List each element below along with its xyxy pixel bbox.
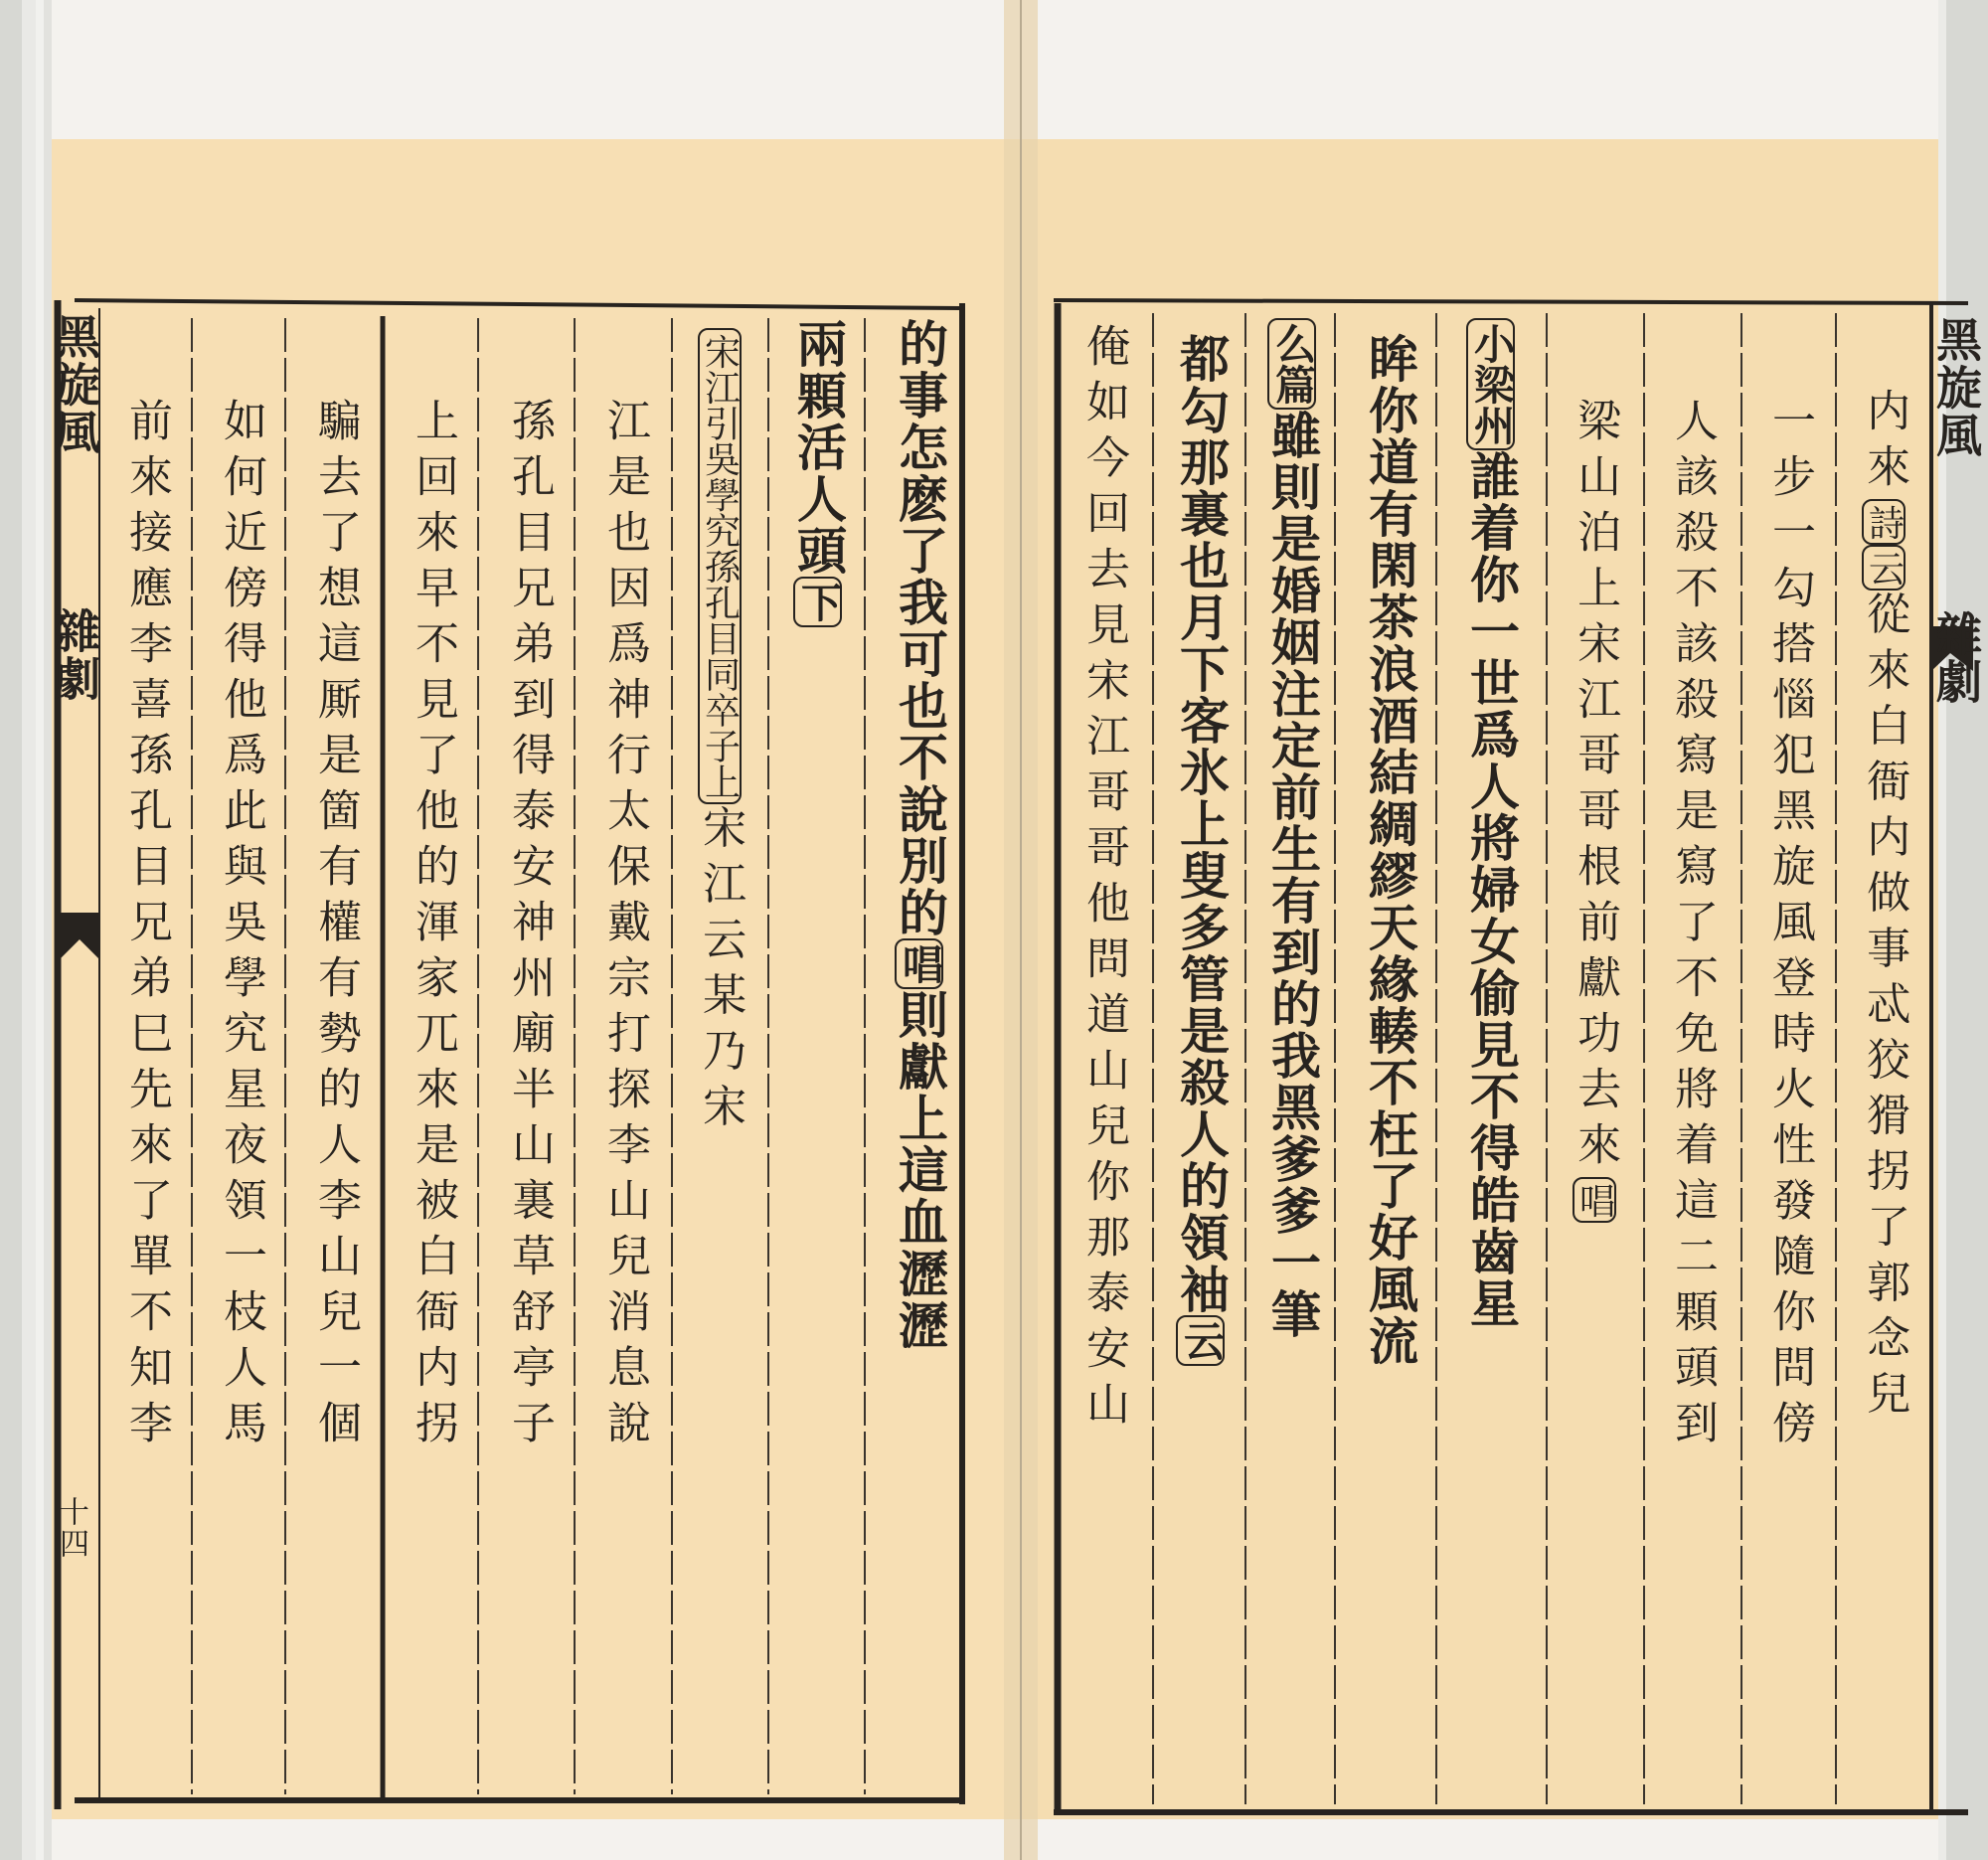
- right-column-8: 都勾那裏也月下客氷上叟多管是殺人的領袖云: [1176, 333, 1226, 1366]
- right-margin-title: 黑旋風 雜劇: [1929, 316, 1983, 706]
- right-column-6: 眸你道有閑茶浪酒結綢繆天緣輳不枉了好風流: [1361, 333, 1419, 1367]
- left-column-8: 如何近傍得他爲此與吳學究星夜領一枝人馬: [216, 398, 266, 1455]
- left-folio: 十四: [54, 1496, 88, 1560]
- left-column-4: 江是也因爲神行太保戴宗打探李山兒消息說: [599, 398, 650, 1455]
- right-column-3: 人該殺不該殺寫是寫了不免將着這二顆頭到: [1667, 398, 1718, 1455]
- right-column-2: 一步一勾搭惱犯黑旋風登時火性發隨你問傍: [1764, 398, 1815, 1455]
- right-column-7: 么篇雖則是婚姻注定前生有到的我黑爹爹一筆: [1267, 318, 1317, 1340]
- left-column-7: 騙去了想這厮是箇有權有勢的人李山兒一個: [310, 398, 361, 1455]
- right-column-1: 内來詩云從來白衙内做事忒狡猾拐了郭念兒: [1859, 388, 1910, 1427]
- left-margin-title: 黑旋風 雜劇: [48, 313, 101, 703]
- right-column-4: 梁山泊上宋江哥哥根前獻功去來唱: [1573, 398, 1616, 1223]
- left-column-5: 孫孔目兄弟到得泰安神州廟半山裏草舒亭子: [504, 398, 555, 1455]
- left-column-9: 前來接應李喜孫孔目兄弟巳先來了單不知李: [121, 398, 172, 1455]
- right-column-9: 俺如今回去見宋江哥哥他問道山兒你那泰安山: [1078, 323, 1129, 1437]
- left-column-3: 宋江引吳學究孫孔目同卒子上宋江云某乃宋: [698, 328, 742, 1138]
- left-column-2: 兩顆活人頭下: [793, 318, 843, 627]
- left-column-6: 上回來早不見了他的渾家兀來是被白衙内拐: [408, 398, 458, 1455]
- right-column-5: 小梁州誰着你一世爲人將婦女偷見不得皓齒星: [1466, 318, 1516, 1329]
- left-column-1: 的事怎麽了我可也不說別的唱則獻上這血瀝瀝: [891, 318, 949, 1351]
